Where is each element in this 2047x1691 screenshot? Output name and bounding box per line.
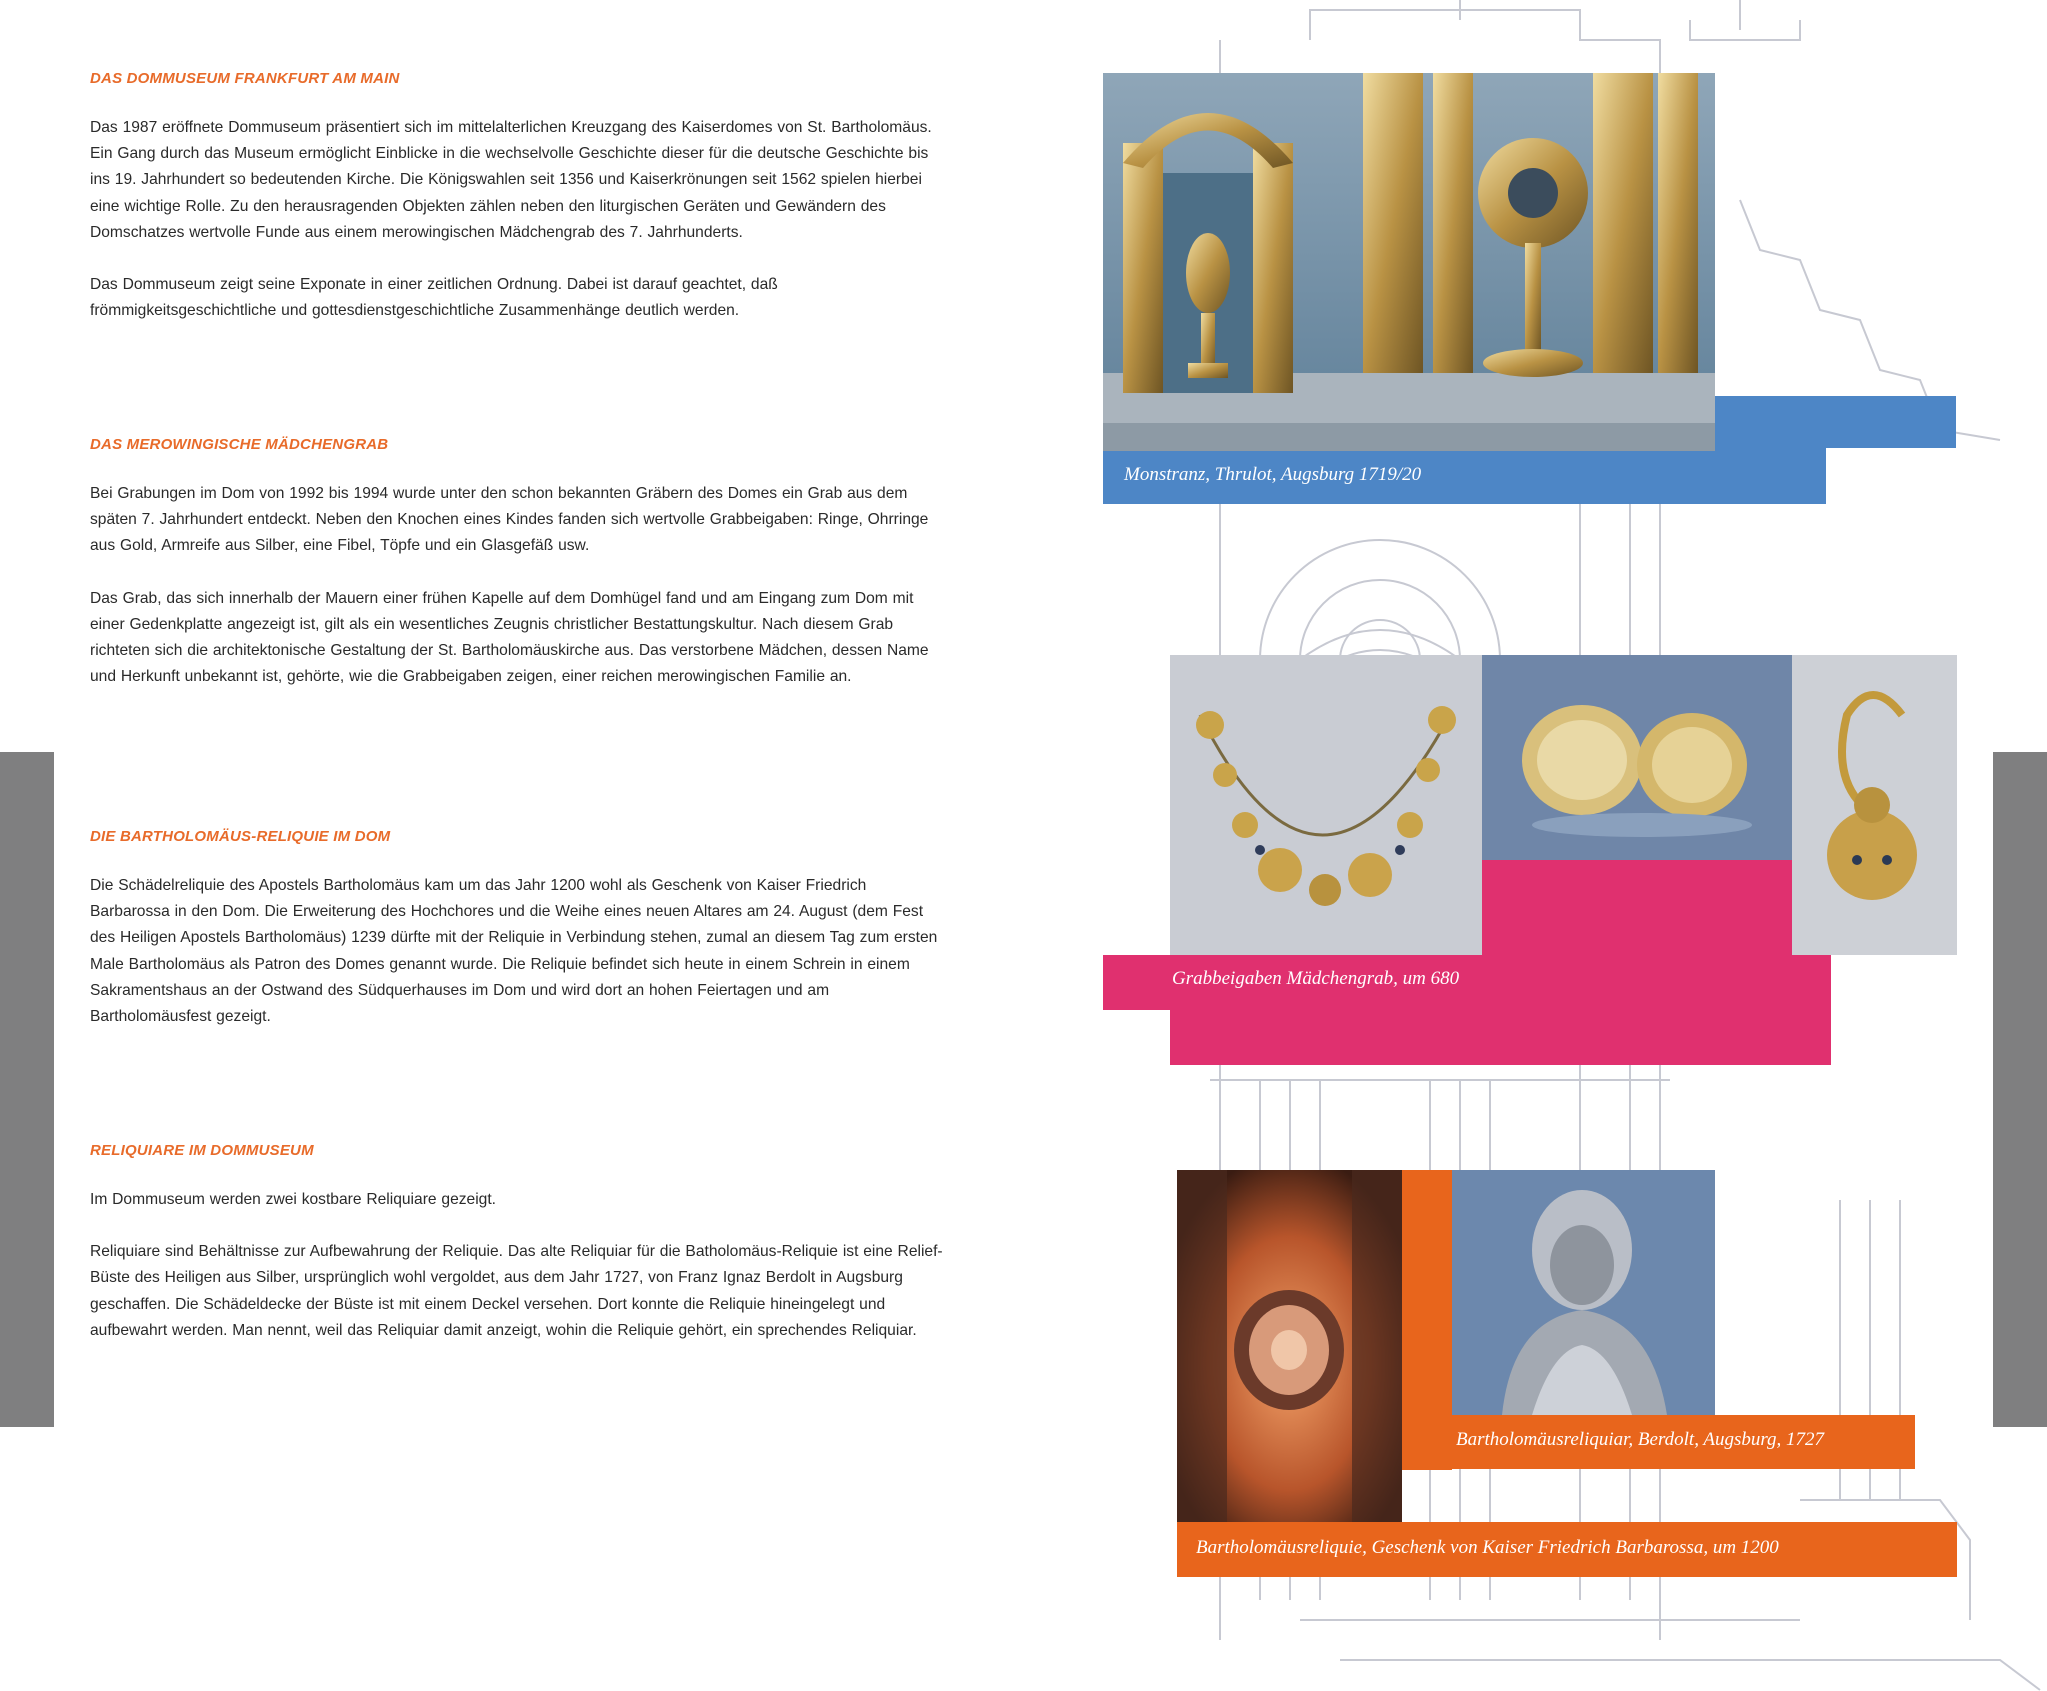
caption-reliquiar: Bartholomäusreliquiar, Berdolt, Augsburg, 1727: [1456, 1429, 1825, 1450]
monstranz-photo: [1103, 73, 1715, 451]
left-side-tab: [0, 752, 54, 1427]
section-heading: DAS DOMMUSEUM FRANKFURT AM MAIN: [90, 70, 400, 87]
section-heading: RELIQUIARE IM DOMMUSEUM: [90, 1142, 314, 1159]
caption-grabbeigaben: Grabbeigaben Mädchengrab, um 680: [1172, 968, 1460, 989]
rings-photo: [1482, 655, 1792, 860]
paragraph: Das Grab, das sich innerhalb der Mauern einer frühen Kapelle auf dem Domhügel fand und am Eingang zum Dom mit einer Gedenkplatte angezeigt ist, gilt als ein wesentliches Zeugnis christlicher Bestattungskultur. Nach diesem Grab richteten sich die architektonische Gestaltung der St. Bartholomäuskirche aus. Das verstorbene Mädchen, dessen Name und Herkunft unbekannt ist, gehörte, wie die Grabbeigaben zeigen, einer reichen merowingischen Familie an.: [90, 589, 929, 686]
section-reliquiare: [90, 1142, 950, 1370]
paragraph: Reliquiare sind Behältnisse zur Aufbewahrung der Reliquie. Das alte Reliquiar für die Batholomäus-Reliquie ist eine Relief-Büste des Heiligen aus Silber, ursprünglich wohl vergoldet, aus dem Jahr 1727, von Franz Ignaz Berdolt in Augsburg geschaffen. Die Schädeldecke der Büste ist mit einem Deckel versehen. Dort konnte die Reliquie hineingelegt und aufbewahrt werden. Man nennt, weil das Reliquiar damit anzeigt, wohin die Reliquie gehört, ein sprechendes Reliquiar.: [90, 1243, 943, 1339]
section-reliquie: [90, 828, 950, 1056]
section-heading: DAS MEROWINGISCHE MÄDCHENGRAB: [90, 436, 389, 453]
section-maedchengrab: [90, 436, 950, 716]
caption-reliquie: Bartholomäusreliquie, Geschenk von Kaiser Friedrich Barbarossa, um 1200: [1196, 1537, 1779, 1558]
section-dommuseum: [90, 70, 950, 350]
paragraph: Bei Grabungen im Dom von 1992 bis 1994 wurde unter den schon bekannten Gräbern des Domes ein Grab aus dem späten 7. Jahrhundert entdeckt. Neben den Knochen eines Kindes fanden sich wertvolle Grabbeigaben: Ringe, Ohrringe aus Gold, Armreife aus Silber, eine Fibel, Töpfe und ein Glasgefäß usw.: [90, 485, 929, 555]
magenta-block-lower: [1170, 1005, 1831, 1065]
paragraph: Im Dommuseum werden zwei kostbare Reliquiare gezeigt.: [90, 1191, 497, 1208]
reliquiar-bust-photo: [1452, 1170, 1715, 1415]
paragraph: Die Schädelreliquie des Apostels Bartholomäus kam um das Jahr 1200 wohl als Geschenk von Kaiser Friedrich Barbarossa in den Dom. Die Erweiterung des Hochchores und die Weihe eines neuen Altares am 24. August (dem Fest des Heiligen Apostels Bartholomäus) 1239 dürfte mit der Reliquie in Verbindung stehen, zumal an diesem Tag zum ersten Male Bartholomäus als Patron des Domes genannt wurde. Die Reliquie befindet sich heute in einem Schrein in einem Sakramentshaus an der Ostwand des Südquerhauses im Dom und wird dort an hohen Feiertagen und am Bartholomäusfest gezeigt.: [90, 877, 938, 1026]
earring-photo: [1792, 655, 1957, 955]
reliquie-shrine-photo: [1177, 1170, 1402, 1522]
necklace-photo: [1170, 655, 1482, 955]
magenta-block-upper: [1482, 860, 1792, 960]
section-heading: DIE BARTHOLOMÄUS-RELIQUIE IM DOM: [90, 828, 391, 845]
caption-monstranz: Monstranz, Thrulot, Augsburg 1719/20: [1124, 464, 1422, 485]
paragraph: Das Dommuseum zeigt seine Exponate in einer zeitlichen Ordnung. Dabei ist darauf geachtet, daß frömmigkeitsgeschichtliche und gottesdienstgeschichtliche Zusammenhänge deutlich werden.: [90, 276, 778, 320]
paragraph: Das 1987 eröffnete Dommuseum präsentiert sich im mittelalterlichen Kreuzgang des Kaiserdomes von St. Bartholomäus. Ein Gang durch das Museum ermöglicht Einblicke in die wechselvolle Geschichte dieser für die deutsche Geschichte bis ins 19. Jahrhundert so bedeutenden Kirche. Die Königswahlen seit 1356 und Kaiserkrönungen seit 1562 spielen hierbei eine wichtige Rolle. Zu den herausragenden Objekten zählen neben den liturgischen Geräten und Gewändern des Domschatzes wertvolle Funde aus einem merowingischen Mädchengrab des 7. Jahrhunderts.: [90, 119, 932, 241]
